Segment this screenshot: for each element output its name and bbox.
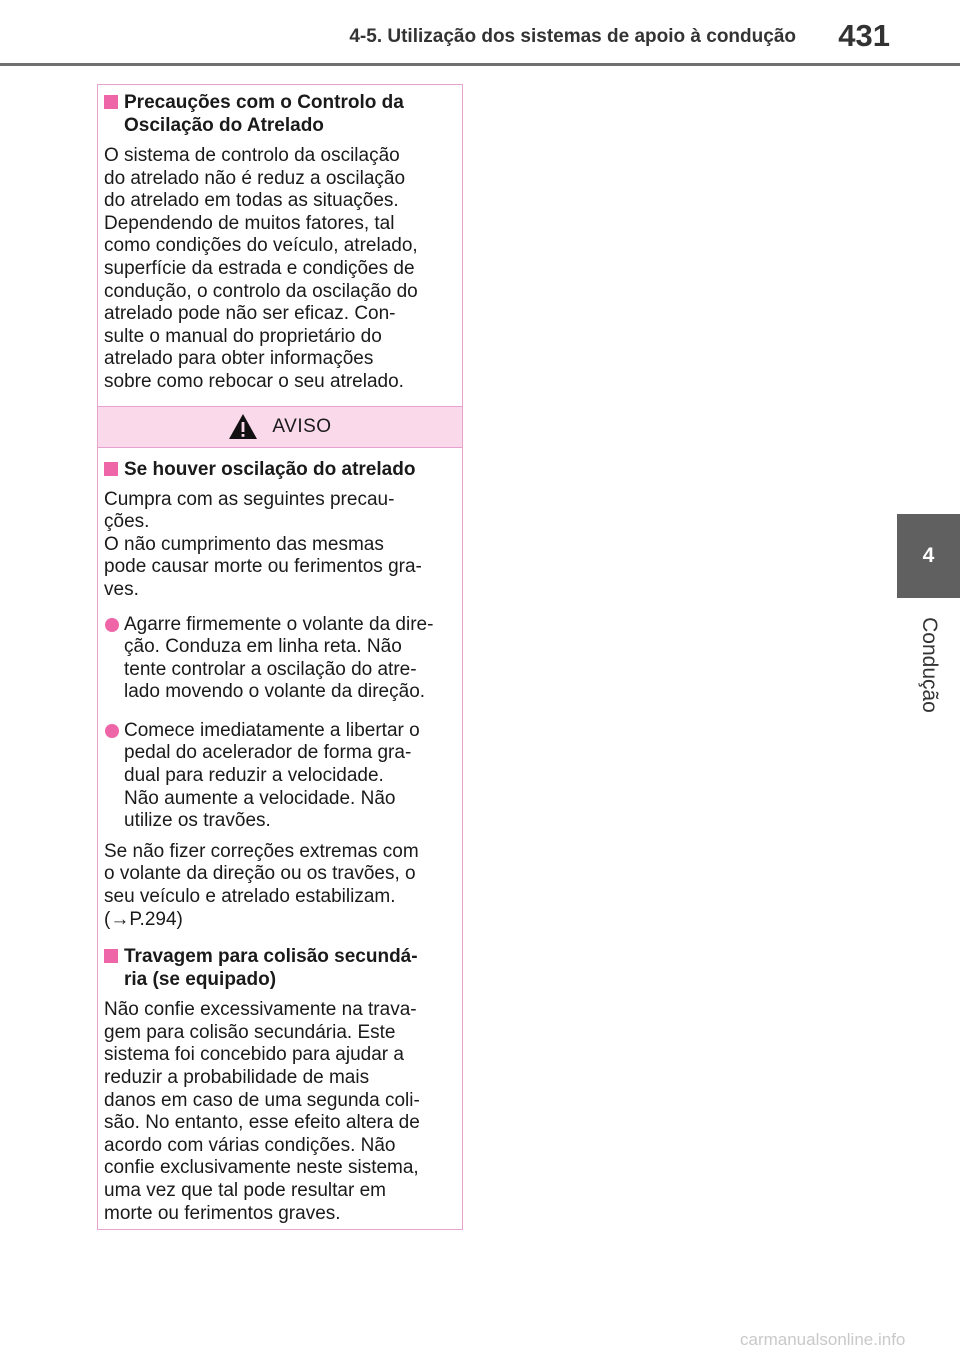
text-line: utilize os travões.	[124, 810, 271, 832]
text-line: Se não fizer correções extremas com	[104, 840, 419, 862]
square-bullet-icon	[104, 462, 118, 476]
text-line: do atrelado não é reduz a oscilação	[104, 167, 406, 189]
text-line: morte ou ferimentos graves.	[104, 1202, 341, 1224]
text-line: ves.	[104, 578, 139, 600]
circle-bullet-icon	[105, 724, 119, 738]
content-box	[97, 84, 463, 1230]
text-line: Cumpra com as seguintes precau-	[104, 488, 395, 510]
text-line: sistema foi concebido para ajudar a	[104, 1044, 404, 1066]
text-line: pode causar morte ou ferimentos gra-	[104, 556, 422, 578]
watermark: carmanualsonline.info	[740, 1330, 906, 1349]
section-title: 4-5. Utilização dos sistemas de apoio à condução	[349, 26, 796, 47]
paragraph	[104, 489, 448, 602]
paragraph	[104, 145, 448, 394]
heading-line: Travagem para colisão secundá-	[124, 946, 418, 968]
text-line: sobre como rebocar o seu atrelado.	[104, 370, 404, 392]
text-line: como condições do veículo, atrelado,	[104, 235, 418, 257]
heading-line: Precauções com o Controlo da	[124, 92, 404, 113]
text-line: Não confie excessivamente na trava-	[104, 999, 417, 1021]
text-line: atrelado pode não ser eficaz. Con-	[104, 303, 396, 325]
text-line: gem para colisão secundária. Este	[104, 1021, 396, 1043]
text-line: O sistema de controlo da oscilação	[104, 145, 400, 166]
text-line: Comece imediatamente a libertar o	[124, 719, 420, 741]
text-line: Agarre firmemente o volante da dire-	[124, 613, 434, 635]
chapter-tab	[897, 514, 960, 598]
page-reference[interactable]: (→P.294)	[104, 908, 183, 930]
text-line: do atrelado em todas as situações.	[104, 190, 399, 212]
chapter-label	[897, 610, 960, 720]
heading-line: Oscilação do Atrelado	[124, 115, 324, 136]
text-line: o volante da direção ou os travões, o	[104, 863, 416, 885]
heading-line: Se houver oscilação do atrelado	[124, 458, 416, 480]
warning-label: AVISO	[272, 415, 332, 437]
section-trailer-sway	[98, 448, 462, 932]
section-heading	[104, 91, 448, 137]
text-line: condução, o controlo da oscilação do	[104, 280, 418, 302]
text-line: Não aumente a velocidade. Não	[124, 787, 396, 809]
text-line: sulte o manual do proprietário do	[104, 325, 382, 347]
list-item	[104, 614, 448, 704]
text-line: O não cumprimento das mesmas	[104, 533, 384, 555]
text-line: confie exclusivamente neste sistema,	[104, 1157, 419, 1179]
text-line: danos em caso de uma segunda coli-	[104, 1089, 420, 1111]
text-line: uma vez que tal pode resultar em	[104, 1179, 386, 1201]
chapter-label-text: Condução	[917, 617, 941, 713]
warning-banner	[98, 406, 462, 448]
heading-line: ria (se equipado)	[124, 969, 277, 991]
square-bullet-icon	[104, 95, 118, 109]
square-bullet-icon	[104, 949, 118, 963]
text-line: ção. Conduza em linha reta. Não	[124, 636, 402, 658]
section-trailer-sway-control	[98, 85, 462, 394]
paragraph	[104, 841, 448, 931]
paragraph	[104, 999, 448, 1225]
section-heading	[104, 945, 448, 991]
text-line: lado movendo o volante da direção.	[124, 681, 426, 703]
list-item	[104, 720, 448, 833]
text-line: acordo com várias condições. Não	[104, 1134, 396, 1156]
text-line: seu veículo e atrelado estabilizam.	[104, 886, 396, 908]
chapter-number: 4	[922, 544, 935, 567]
text-line: tente controlar a oscilação do atre-	[124, 658, 417, 680]
text-line: ções.	[104, 511, 150, 533]
circle-bullet-icon	[105, 618, 119, 632]
text-line: reduzir a probabilidade de mais	[104, 1067, 370, 1088]
text-line: superfície da estrada e condições de	[104, 257, 415, 279]
text-line: são. No entanto, esse efeito altera de	[104, 1112, 420, 1134]
text-line: atrelado para obter informações	[104, 348, 374, 370]
page-number: 431	[838, 18, 890, 53]
text-line: pedal do acelerador de forma gra-	[124, 742, 412, 764]
text-line: Dependendo de muitos fatores, tal	[104, 212, 395, 234]
warning-triangle-icon	[228, 413, 258, 440]
header-divider	[0, 63, 960, 66]
section-heading	[104, 458, 448, 481]
text-line: dual para reduzir a velocidade.	[124, 765, 384, 787]
section-secondary-collision-braking	[98, 931, 462, 1225]
